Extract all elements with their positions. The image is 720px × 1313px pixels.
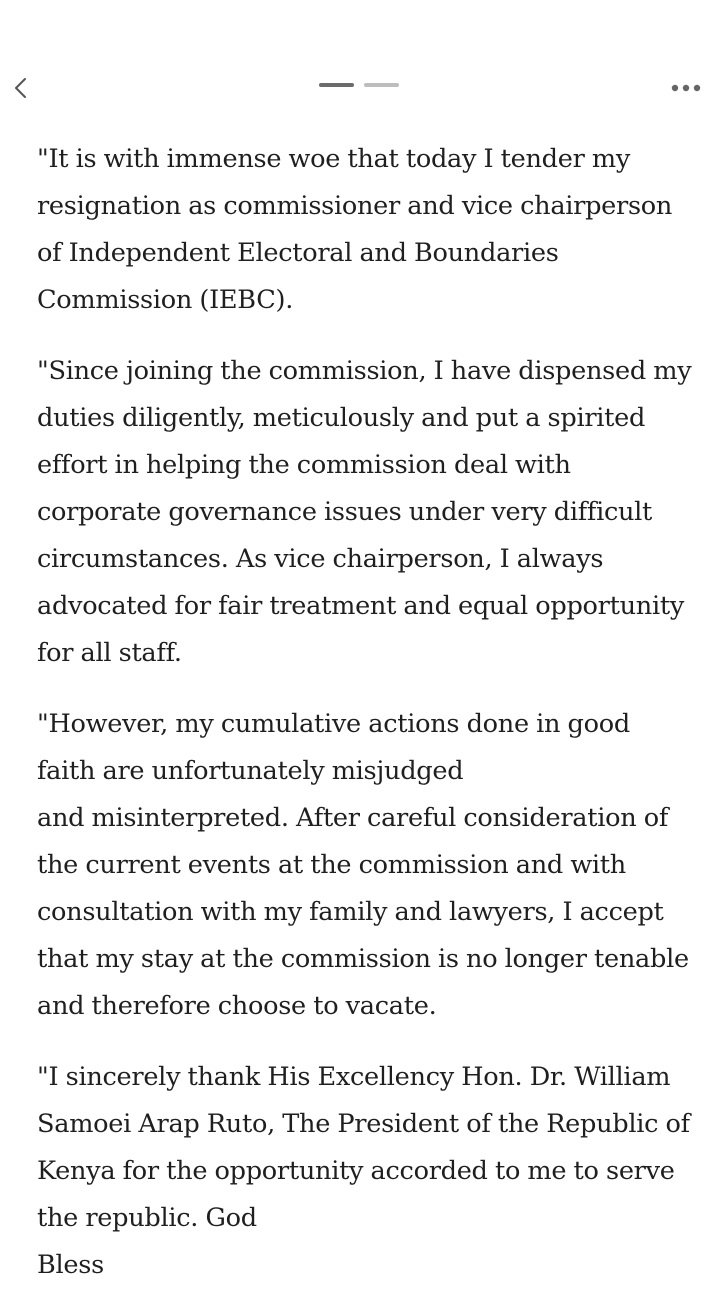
article-paragraph: "However, my cumulative actions done in good faith are unfortunately misjudged and misinterpreted. After careful consideration of the current events at the commission and with consultation with my family and lawyers, I accept that my stay at the commission is no longer tenable and therefore choose to vacate. bbox=[37, 709, 689, 1021]
article-paragraph: "It is with immense woe that today I tender my resignation as commissioner and vice chairperson of Independent Electoral and Boundaries Commission (IEBC). bbox=[37, 144, 673, 315]
article-paragraph: "I sincerely thank His Excellency Hon. Dr. William Samoei Arap Ruto, The President of the Republic of Kenya for the opportunity accorded to me to serve the republic. God Bless bbox=[37, 1062, 690, 1280]
chevron-left-icon bbox=[10, 76, 30, 100]
top-navigation-bar bbox=[0, 58, 720, 118]
page-indicator bbox=[319, 83, 399, 87]
more-options-button[interactable] bbox=[668, 72, 704, 104]
more-horizontal-icon bbox=[671, 84, 701, 92]
page-dot-2[interactable] bbox=[364, 83, 399, 87]
article-paragraph: "Since joining the commission, I have dispensed my duties diligently, meticulously and put a spirited effort in helping the commission deal with corporate governance issues under very difficult circumstances. As vice chairperson, I always advocated for fair treatment and equal opportunity for all staff. bbox=[37, 356, 692, 668]
article-body bbox=[37, 136, 692, 1313]
back-button[interactable] bbox=[4, 72, 36, 104]
page-dot-1-active[interactable] bbox=[319, 83, 354, 87]
